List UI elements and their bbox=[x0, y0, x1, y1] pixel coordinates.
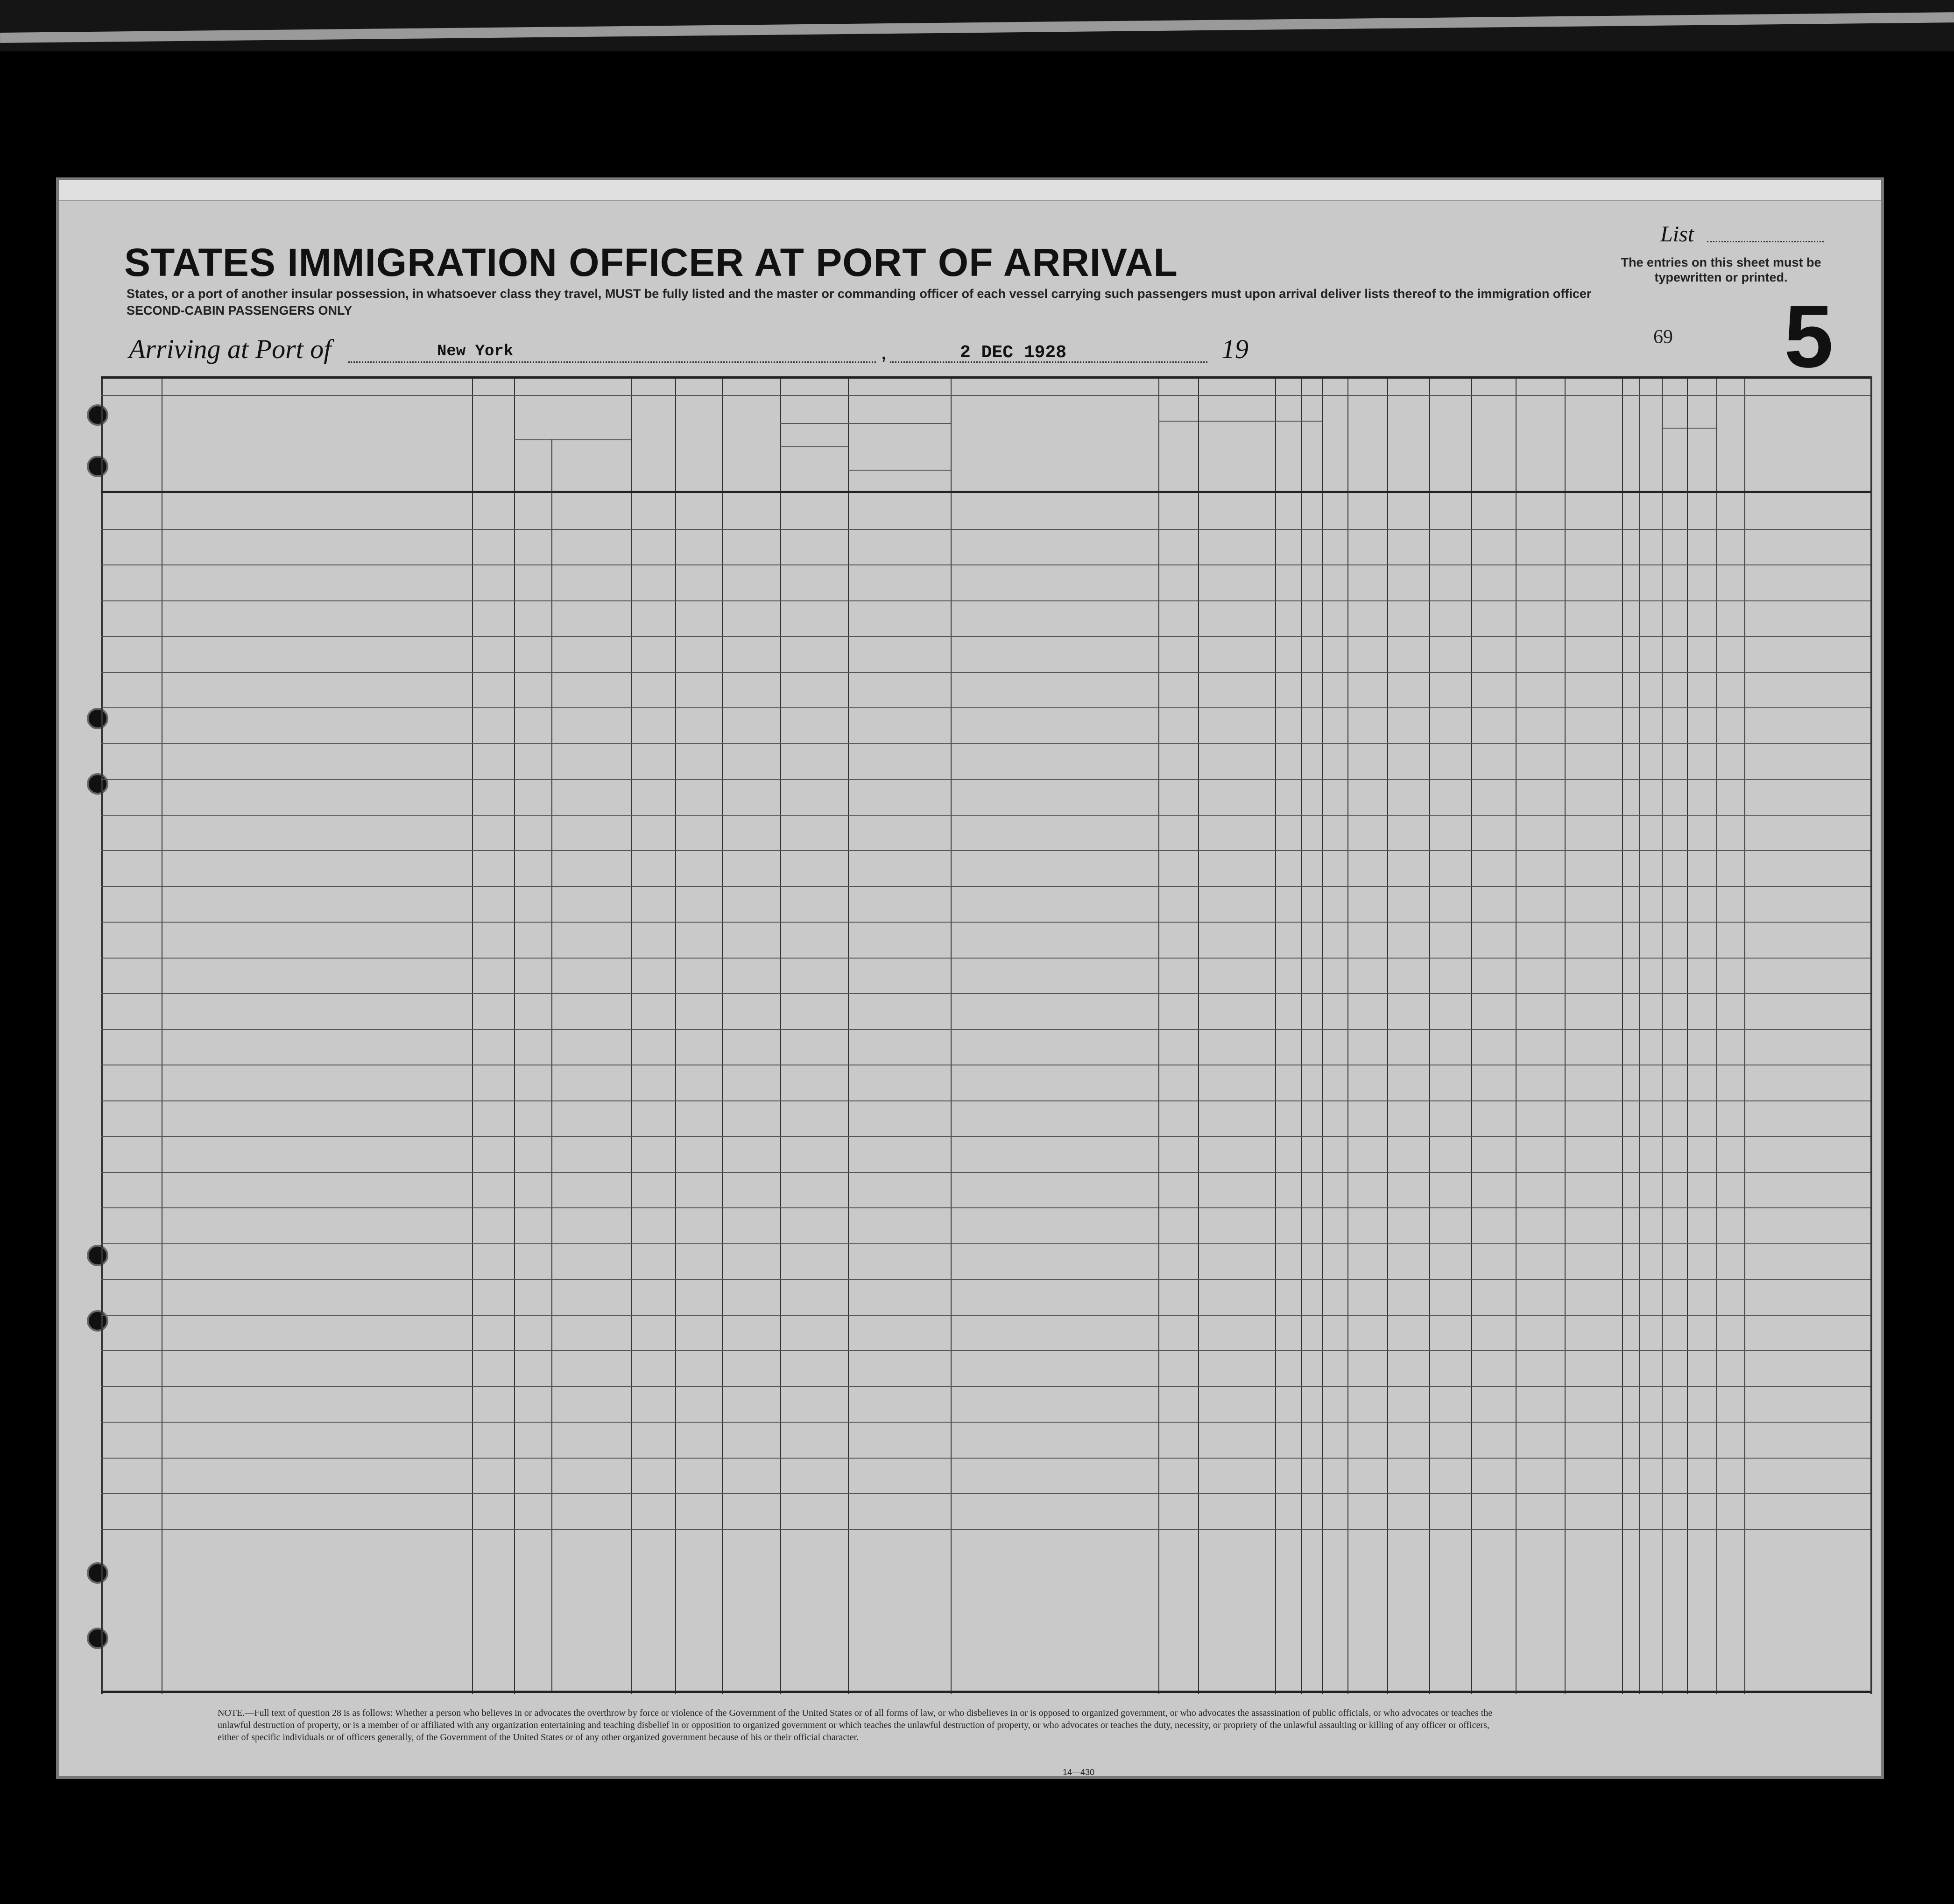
row-rule bbox=[101, 1100, 1870, 1101]
table-column-rule bbox=[675, 376, 676, 1694]
row-rule bbox=[101, 529, 1870, 530]
column-number-rule bbox=[101, 395, 1870, 396]
subheader-rule bbox=[514, 439, 631, 440]
table-column-rule bbox=[722, 376, 723, 1694]
subcolumn-rule bbox=[1198, 421, 1199, 1691]
comma-separator: , bbox=[881, 339, 887, 364]
form-code: 14—430 bbox=[1063, 1768, 1095, 1777]
scan-top-edge bbox=[0, 0, 1954, 51]
row-rule bbox=[101, 922, 1870, 923]
subheader-rule bbox=[1662, 428, 1716, 429]
subheader-rule bbox=[1687, 395, 1716, 396]
table-column-rule bbox=[1639, 376, 1640, 1694]
row-rule bbox=[101, 1243, 1870, 1244]
form-instructions: States, or a port of another insular possession, in whatsoever class they travel, MUST be fully listed and the master or commanding officer of each vessel carrying such passengers must upon arrival deliver lists thereof to the immigration officer bbox=[127, 287, 1592, 301]
footnote-question-28: NOTE.—Full text of question 28 is as follows: Whether a person who believes in or advocates the overthrow by force or violence of the Government of the United States or of all forms of law, or who disbelieves in or is opposed to organized government, or who advocates the assassination of public officials, or who advocates or teaches the unlawful destruction of property, or is a member of or affiliated with any organization entertaining and teaching disbelief in or opposition to organized government or which teaches the unlawful destruction of property, or who advocates or teaches the duty, necessity, or propriety of the unlawful assaulting or killing of any officer or officers, either of specific individuals or of officers generally, of the Government of the United States or of any other organized government because of his or their official character. bbox=[218, 1708, 1493, 1742]
row-rule bbox=[101, 1279, 1870, 1280]
row-rule bbox=[101, 1172, 1870, 1173]
table-column-rule bbox=[1347, 376, 1348, 1694]
subheader-rule bbox=[780, 423, 951, 424]
row-rule bbox=[101, 886, 1870, 887]
page-reference: 69 bbox=[1653, 326, 1673, 348]
row-rule bbox=[101, 1315, 1870, 1316]
arrival-date-stamp: 2 DEC 1928 bbox=[960, 343, 1067, 363]
row-rule bbox=[101, 743, 1870, 744]
form-title: STATES IMMIGRATION OFFICER AT PORT OF ARRIVAL bbox=[124, 240, 1178, 284]
row-rule bbox=[101, 1350, 1870, 1351]
table-column-rule bbox=[780, 376, 781, 1694]
arriving-label: Arriving at Port of bbox=[129, 334, 332, 364]
table-column-rule bbox=[1744, 376, 1745, 1694]
table-column-rule bbox=[1622, 376, 1623, 1694]
table-column-rule bbox=[1870, 376, 1872, 1694]
table-column-rule bbox=[101, 376, 103, 1694]
row-rule bbox=[101, 958, 1870, 959]
manifest-table bbox=[101, 376, 1870, 1694]
table-column-rule bbox=[1516, 376, 1517, 1694]
table-column-rule bbox=[951, 376, 952, 1694]
table-column-rule bbox=[472, 376, 473, 1694]
row-rule bbox=[101, 850, 1870, 851]
row-rule bbox=[101, 1422, 1870, 1423]
row-rule bbox=[101, 707, 1870, 708]
table-column-rule bbox=[1716, 376, 1717, 1694]
row-rule bbox=[101, 1207, 1870, 1208]
subheader-rule bbox=[780, 446, 848, 447]
row-rule bbox=[101, 815, 1870, 816]
manifest-sheet bbox=[56, 177, 1884, 1779]
table-column-rule bbox=[1322, 376, 1323, 1694]
subheader-rule bbox=[1158, 421, 1322, 422]
table-column-rule bbox=[1429, 376, 1430, 1694]
table-column-rule bbox=[1471, 376, 1472, 1694]
sheet-number: 5 bbox=[1784, 287, 1834, 386]
table-column-rule bbox=[1301, 376, 1302, 1694]
table-column-rule bbox=[1387, 376, 1388, 1694]
subheader-rule bbox=[848, 470, 951, 471]
year-prefix: 19 bbox=[1221, 334, 1249, 364]
passenger-class: SECOND-CABIN PASSENGERS ONLY bbox=[127, 303, 353, 317]
port-line bbox=[348, 361, 876, 363]
row-rule bbox=[101, 993, 1870, 994]
row-rule bbox=[101, 672, 1870, 673]
list-label: List bbox=[1660, 222, 1694, 247]
table-column-rule bbox=[1662, 376, 1663, 1694]
typewritten-note: The entries on this sheet must be typewritten or printed. bbox=[1621, 255, 1821, 285]
row-rule bbox=[101, 1493, 1870, 1494]
table-header-rule bbox=[101, 491, 1870, 493]
table-column-rule bbox=[1275, 376, 1276, 1694]
table-column-rule bbox=[1565, 376, 1566, 1694]
row-rule bbox=[101, 600, 1870, 601]
table-column-rule bbox=[514, 376, 515, 1694]
row-rule bbox=[101, 636, 1870, 637]
subcolumn-rule bbox=[1687, 428, 1688, 1691]
row-rule bbox=[101, 564, 1870, 565]
sheet-top-band bbox=[59, 180, 1881, 201]
row-rule bbox=[101, 1386, 1870, 1387]
row-rule bbox=[101, 1136, 1870, 1137]
port-of-arrival: New York bbox=[437, 343, 514, 360]
row-rule bbox=[101, 1529, 1870, 1530]
table-column-rule bbox=[1158, 376, 1159, 1694]
row-rule bbox=[101, 1029, 1870, 1030]
list-number-line bbox=[1707, 241, 1824, 242]
table-bottom-rule bbox=[101, 1691, 1870, 1693]
row-rule bbox=[101, 779, 1870, 780]
row-rule bbox=[101, 1458, 1870, 1459]
table-column-rule bbox=[848, 376, 849, 1694]
table-column-rule bbox=[631, 376, 632, 1694]
table-top-rule bbox=[101, 376, 1870, 379]
